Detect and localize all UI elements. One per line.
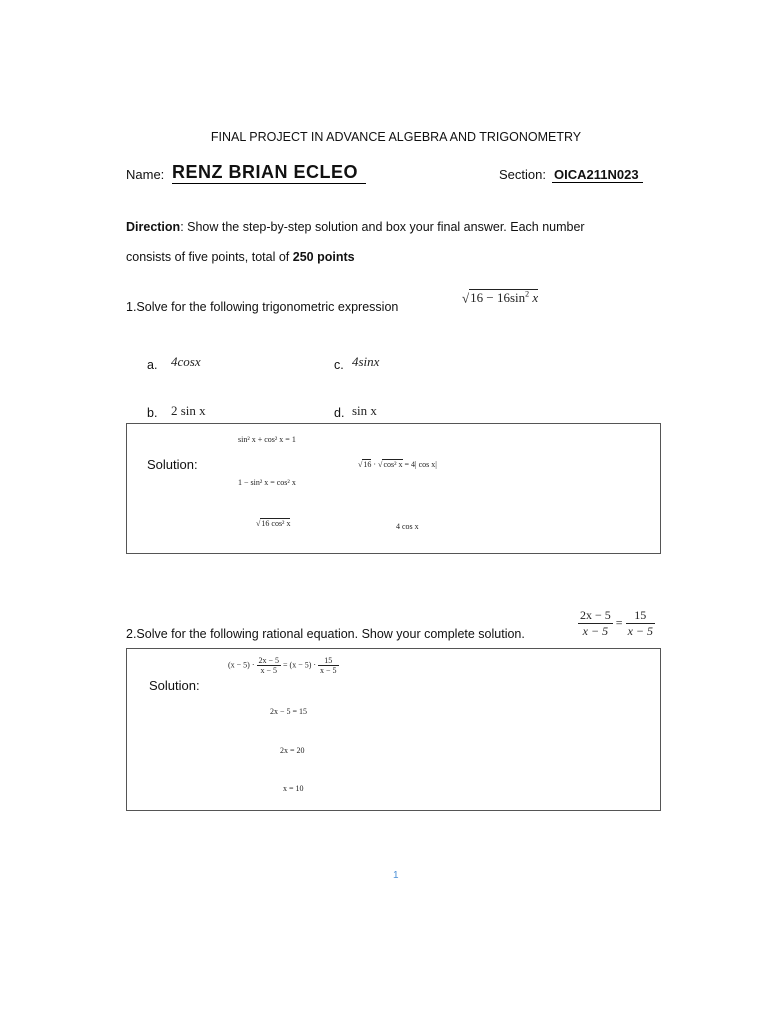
q1-expr-body: 16 − 16sin <box>470 290 526 306</box>
q2-step-add: 2x = 20 <box>280 746 305 755</box>
q1-step-split-b: cos² x <box>383 460 403 469</box>
q2-step-multiply-mid: = (x − 5) · <box>283 660 319 670</box>
q1-solution-box <box>126 423 661 554</box>
q1-choice-b-text[interactable]: 2 sin x <box>171 403 206 418</box>
q2-eq-denominator-left: x − 5 <box>582 624 609 638</box>
section-value: OICA211N023 <box>552 167 643 183</box>
q1-step-identity: sin² x + cos² x = 1 <box>238 435 296 444</box>
direction-text-1: : Show the step-by-step solution and box your final answer. Each number <box>180 220 585 234</box>
q1-choice-d-letter: d. <box>334 406 345 420</box>
name-label: Name: <box>126 167 165 182</box>
q2-solution-box <box>126 648 661 811</box>
page-title: FINAL PROJECT IN ADVANCE ALGEBRA AND TRIGONOMETRY <box>210 130 582 144</box>
q1-step-rearranged: 1 − sin² x = cos² x <box>238 478 296 487</box>
direction-points: 250 points <box>292 250 355 264</box>
q2-step-multiply <box>228 656 339 675</box>
name-value: RENZ BRIAN ECLEO <box>172 162 366 184</box>
section-label: Section: <box>499 167 546 182</box>
q2-eq-numerator-left: 2x − 5 <box>580 608 611 622</box>
q2-prompt: 2.Solve for the following rational equation. Show your complete solution. <box>126 627 525 641</box>
direction-label: Direction <box>126 220 181 234</box>
q1-choice-b-letter: b. <box>147 406 158 420</box>
page-number: 1 <box>393 870 399 881</box>
q1-choice-c-text[interactable]: 4sinx <box>352 354 380 369</box>
q1-choice-a-letter: a. <box>147 358 158 372</box>
q2-eq-numerator-right: 15 <box>626 608 655 624</box>
q2-step-den-right: x − 5 <box>320 666 337 675</box>
q1-prompt: 1.Solve for the following trigonometric expression <box>126 300 399 314</box>
direction-line-1 <box>126 220 585 234</box>
q1-expr-var: x <box>529 290 539 306</box>
q2-step-den-left: x − 5 <box>260 666 278 675</box>
q2-step-simplified: 2x − 5 = 15 <box>270 707 308 716</box>
q2-solution-label: Solution: <box>149 678 200 693</box>
direction-line-2 <box>126 250 355 264</box>
q1-step-substituted: √16 cos² x <box>256 519 291 528</box>
q2-step-num-left: 2x − 5 <box>258 656 280 665</box>
q2-equation: $\frac{2x - 5}{x - 5}$ = $\frac{15}{x - 5}$ <box>580 608 653 638</box>
q2-step-num-right: 15 <box>318 656 339 666</box>
direction-text-2: consists of five points, total of <box>126 250 293 264</box>
q1-solution-label: Solution: <box>147 457 198 472</box>
q1-step-split-c: = 4| cos x| <box>402 460 437 469</box>
sqrt-symbol: √ <box>462 290 470 306</box>
q2-final-answer: x = 10 <box>283 784 304 793</box>
q1-final-answer: 4 cos x <box>396 522 419 531</box>
q1-choice-a-text[interactable]: 4cosx <box>171 354 201 369</box>
q1-step-split: √16 · √cos² x = 4| cos x| <box>358 460 437 469</box>
q2-eq-denominator-right: x − 5 <box>627 624 653 638</box>
q2-step-multiply-a: (x − 5) · <box>228 660 257 670</box>
q1-choice-c-letter: c. <box>334 358 344 372</box>
q1-step-substituted-radicand: 16 cos² x <box>261 519 291 528</box>
q1-expression <box>462 290 538 306</box>
q1-step-split-a: 16 <box>363 460 372 469</box>
q1-expr-exponent: 2 <box>525 290 530 299</box>
q1-choice-d-text[interactable]: sin x <box>352 403 377 418</box>
